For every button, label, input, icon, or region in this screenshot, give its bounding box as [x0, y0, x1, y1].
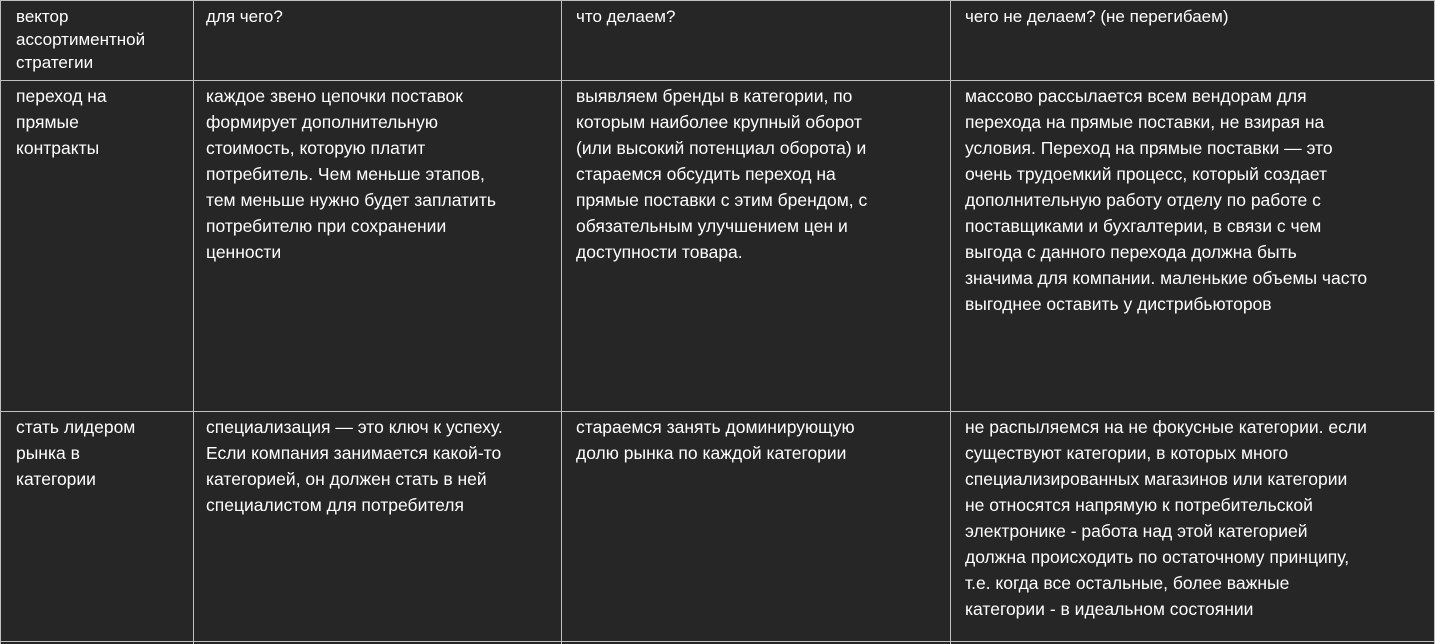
grid-line-col-1: [193, 0, 194, 644]
table-row-1-why: каждое звено цепочки поставок формирует дополнительную стоимость, которую платит потребитель. Чем меньше этапов, тем меньше нужно будет заплатить потребителю при сохранении ценности: [206, 86, 496, 262]
grid-line-col-3: [950, 0, 951, 644]
grid-line-bottom: [0, 641, 1435, 642]
table-row-2-vector: стать лидером рынка в категории: [16, 417, 136, 489]
grid-line-row-2: [0, 411, 1435, 412]
table-row-2-why: специализация — это ключ к успеху. Если компания занимается какой-то категорией, он должен стать в ней специалистом для потребителя: [206, 417, 503, 515]
table-row-1-what-we-do: выявляем бренды в категории, по которым наиболее крупный оборот (или высокий потенциал оборота) и стараемся обсудить переход на прямые поставки с этим брендом, с обязательным улучшением цен и доступности товара.: [576, 86, 868, 262]
grid-line-left: [0, 0, 1, 644]
header-cell-why: для чего?: [206, 7, 283, 26]
table-row-1-what-we-dont-do: массово рассылается всем вендорам для перехода на прямые поставки, не взирая на условия. Переход на прямые поставки — это очень трудоемкий процесс, который создает дополнительную работу отделу по работе с поставщиками и бухгалтерии, в связи с чем выгода с данного перехода должна быть значима для компании. маленькие объемы часто выгоднее оставить у дистрибьюторов: [965, 86, 1368, 314]
header-cell-what-we-do: что делаем?: [576, 7, 676, 26]
grid-line-col-2: [561, 0, 562, 644]
grid-line-row-1: [0, 80, 1435, 81]
grid-line-top: [0, 0, 1435, 1]
header-cell-vector: вектор ассортиментной стратегии: [16, 7, 146, 72]
table-row-2-what-we-do: стараемся занять доминирующую долю рынка по каждой категории: [576, 417, 855, 463]
table-row-2-what-we-dont-do: не распыляемся на не фокусные категории. если существуют категории, в которых много специализированных магазинов или категории не относятся напрямую к потребительской электронике - работа над этой категорией должна происходить по остаточному принципу, т.е. когда все остальные, более важные категории - в идеальном состоянии: [965, 417, 1367, 619]
header-cell-what-we-dont-do: чего не делаем? (не перегибаем): [965, 7, 1229, 26]
table-row-1-vector: переход на прямые контракты: [16, 86, 107, 158]
